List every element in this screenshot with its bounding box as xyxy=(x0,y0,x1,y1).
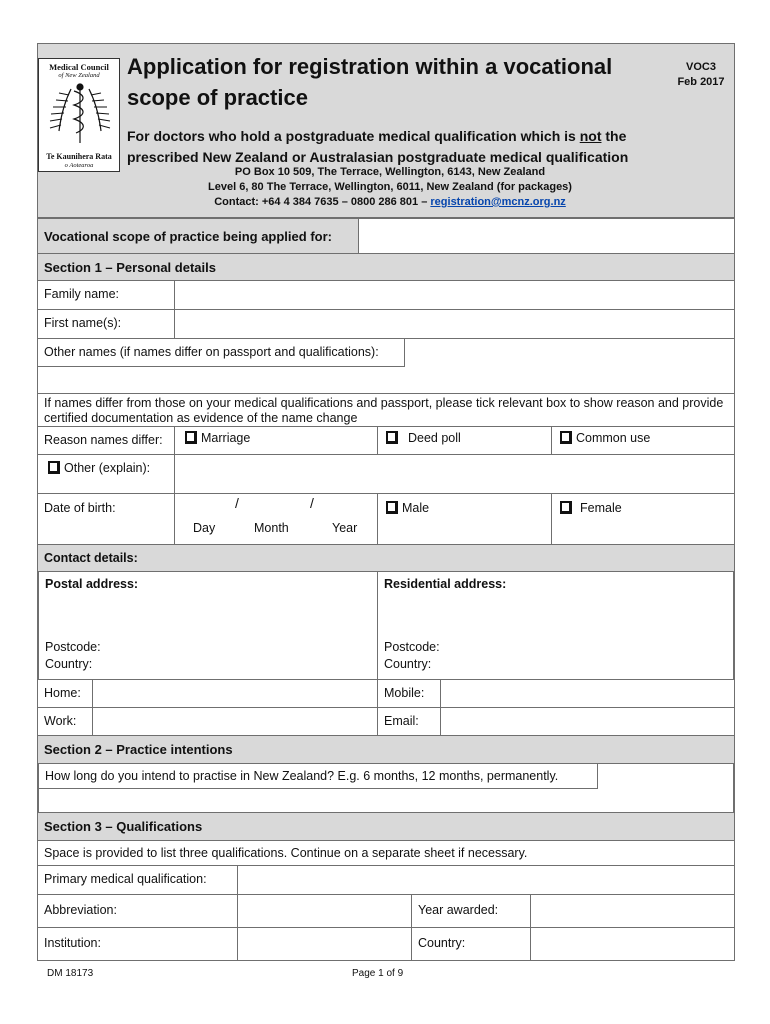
logo-name: Medical Council xyxy=(49,62,109,72)
home-phone-input[interactable] xyxy=(92,679,378,708)
practice-intentions-input[interactable] xyxy=(39,789,733,812)
year-awarded-input[interactable] xyxy=(530,894,735,928)
male-option[interactable] xyxy=(377,493,552,545)
qualification-country-label: Country: xyxy=(411,927,531,961)
home-phone-label: Home: xyxy=(37,679,93,708)
form-date: Feb 2017 xyxy=(677,76,725,88)
document-id: DM 18173 xyxy=(47,968,94,979)
subtitle-not: not xyxy=(579,128,602,144)
logo-subname: of New Zealand xyxy=(58,72,100,79)
form-subtitle-line2: prescribed New Zealand or Australasian postgraduate medical qualification xyxy=(127,149,629,165)
male-checkbox[interactable] xyxy=(386,501,398,514)
contact-details-header: Contact details: xyxy=(37,544,735,572)
contact-email-link[interactable]: registration@mcnz.org.nz xyxy=(430,196,566,208)
section1-header: Section 1 – Personal details xyxy=(37,253,735,281)
dob-label: Date of birth: xyxy=(37,493,175,545)
institution-label: Institution: xyxy=(37,927,238,961)
subtitle-text-a: For doctors who hold a postgraduate medical qualification which is xyxy=(127,128,580,144)
email-label: Email: xyxy=(377,707,441,736)
caduceus-fern-emblem-icon xyxy=(41,81,119,147)
subtitle-text-b: the xyxy=(601,128,627,144)
postal-address-box[interactable] xyxy=(37,571,378,680)
abbreviation-label: Abbreviation: xyxy=(37,894,238,928)
female-checkbox[interactable] xyxy=(560,501,572,514)
year-awarded-label: Year awarded: xyxy=(411,894,531,928)
first-names-input[interactable] xyxy=(174,309,735,339)
council-logo xyxy=(38,58,120,172)
other-reason-input[interactable] xyxy=(174,454,735,494)
female-label: Female xyxy=(580,501,622,515)
dob-month-label: Month xyxy=(254,521,289,535)
deed-poll-checkbox[interactable] xyxy=(386,431,398,444)
contact-line xyxy=(130,196,650,208)
marriage-option[interactable] xyxy=(174,426,378,455)
residential-address-label: Residential address: xyxy=(384,577,507,591)
other-names-label: Other names (if names differ on passport and qualifications): xyxy=(37,338,405,367)
dob-year-label: Year xyxy=(332,521,358,535)
form-code: VOC3 xyxy=(686,61,716,73)
other-reason-label: Other (explain): xyxy=(64,461,151,475)
primary-qualification-label: Primary medical qualification: xyxy=(37,865,238,895)
page-number: Page 1 of 9 xyxy=(352,968,404,979)
dob-input[interactable] xyxy=(174,493,378,545)
mobile-label: Mobile: xyxy=(377,679,441,708)
reason-label: Reason names differ: xyxy=(37,426,175,455)
common-use-checkbox[interactable] xyxy=(560,431,572,444)
male-label: Male xyxy=(402,501,430,515)
marriage-label: Marriage xyxy=(201,431,251,445)
institution-input[interactable] xyxy=(237,927,412,961)
deed-poll-label: Deed poll xyxy=(408,431,461,445)
other-names-input[interactable] xyxy=(38,367,734,393)
other-reason-checkbox[interactable] xyxy=(48,461,60,474)
logo-maori-name: Te Kaunihera Rata xyxy=(46,152,112,161)
work-phone-label: Work: xyxy=(37,707,93,736)
names-differ-note: If names differ from those on your medical qualifications and passport, please tick relevant box to show reason and provide certified documentation as evidence of the name change xyxy=(37,393,735,427)
postal-address-line: PO Box 10 509, The Terrace, Wellington, 6143, New Zealand xyxy=(234,166,546,178)
logo-maori-subname: o Aotearoa xyxy=(64,162,94,169)
family-name-input[interactable] xyxy=(174,280,735,310)
form-title-line1: Application for registration within a vocational xyxy=(127,54,613,79)
common-use-option[interactable] xyxy=(551,426,735,455)
other-reason-option[interactable] xyxy=(37,454,175,494)
residential-postcode-label: Postcode: xyxy=(384,640,440,654)
family-name-label: Family name: xyxy=(37,280,175,310)
practice-intentions-question: How long do you intend to practise in New Zealand? E.g. 6 months, 12 months, permanently. xyxy=(37,763,598,789)
work-phone-input[interactable] xyxy=(92,707,378,736)
qualifications-note: Space is provided to list three qualifications. Continue on a separate sheet if necessary. xyxy=(37,840,735,866)
residential-address-box[interactable] xyxy=(377,571,735,680)
female-option[interactable] xyxy=(551,493,735,545)
form-subtitle-line1 xyxy=(127,128,626,144)
deed-poll-option[interactable] xyxy=(377,426,552,455)
dob-slash-2: / xyxy=(310,495,314,511)
qualification-country-input[interactable] xyxy=(530,927,735,961)
postal-address-label: Postal address: xyxy=(45,577,139,591)
primary-qualification-input[interactable] xyxy=(237,865,735,895)
first-names-label: First name(s): xyxy=(37,309,175,339)
email-input[interactable] xyxy=(440,707,735,736)
section2-header: Section 2 – Practice intentions xyxy=(37,735,735,764)
physical-address-line: Level 6, 80 The Terrace, Wellington, 6011, New Zealand (for packages) xyxy=(208,181,572,193)
contact-phones: Contact: +64 4 384 7635 – 0800 286 801 – xyxy=(214,196,431,208)
mobile-input[interactable] xyxy=(440,679,735,708)
common-use-label: Common use xyxy=(576,431,651,445)
postal-postcode-label: Postcode: xyxy=(45,640,101,654)
marriage-checkbox[interactable] xyxy=(185,431,197,444)
section3-header: Section 3 – Qualifications xyxy=(37,812,735,841)
dob-slash-1: / xyxy=(235,495,239,511)
abbreviation-input[interactable] xyxy=(237,894,412,928)
form-title-line2: scope of practice xyxy=(127,85,308,110)
residential-country-label: Country: xyxy=(384,657,432,671)
dob-day-label: Day xyxy=(193,521,216,535)
postal-country-label: Country: xyxy=(45,657,93,671)
vocational-scope-label: Vocational scope of practice being applied for: xyxy=(37,218,359,254)
vocational-scope-input[interactable] xyxy=(358,218,735,254)
